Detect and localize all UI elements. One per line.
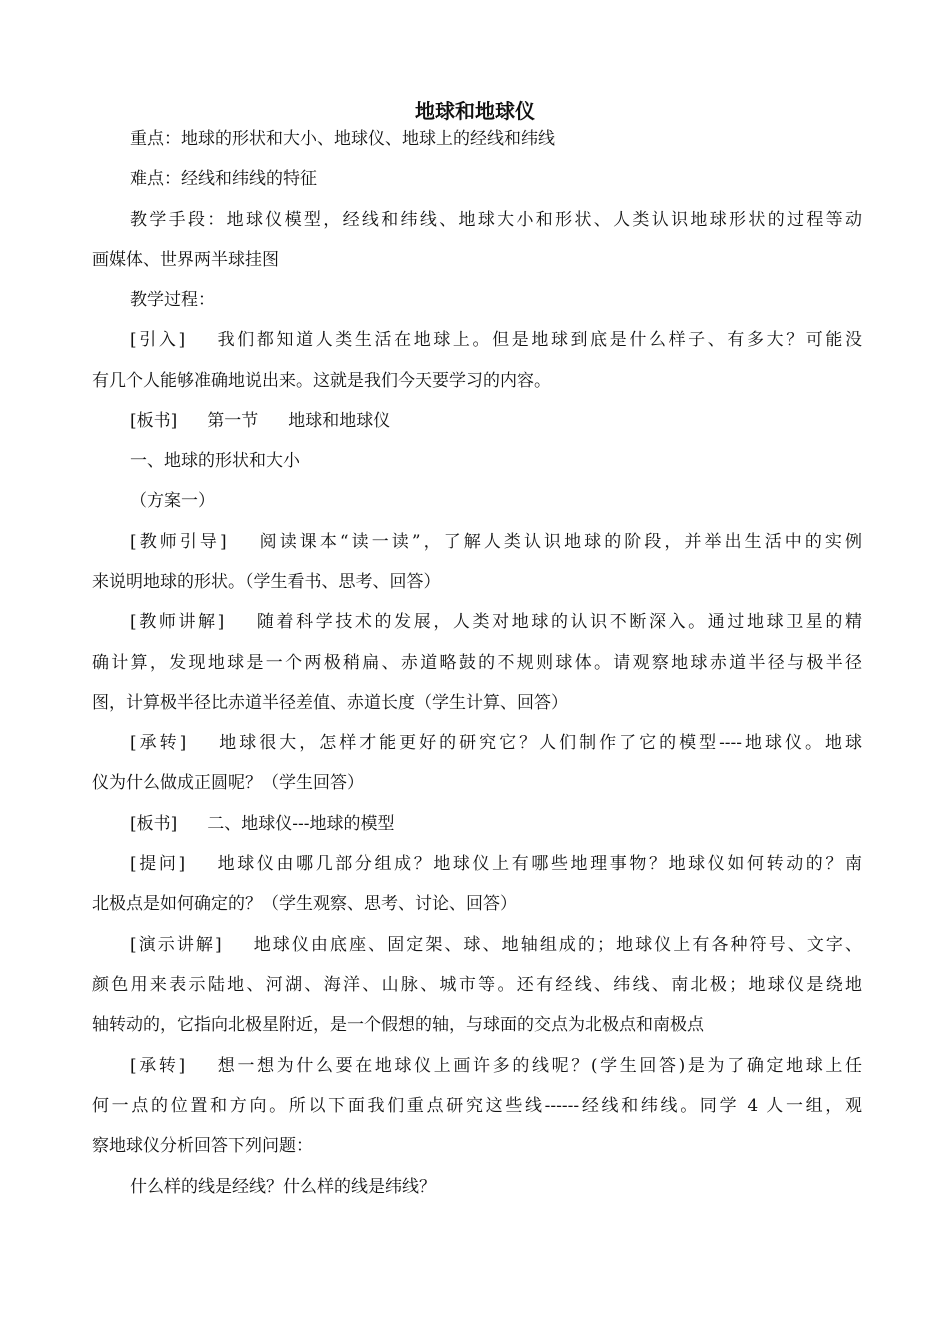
teacher-explain-line-1 (130, 609, 862, 635)
teacher-guide-text: 阅读课本“读一读”，了解人类认识地球的阶段，并举出生活中的实例 (256, 532, 862, 552)
board-note-2-text: 二、地球仪---地球的模型 (207, 814, 395, 834)
difficulty-line: 难点：经线和纬线的特征 (130, 169, 317, 189)
key-points-line: 重点：地球的形状和大小、地球仪、地球上的经线和纬线 (130, 129, 555, 149)
demo-explain-line-1 (130, 932, 862, 958)
question-tag: [提问] (130, 854, 186, 874)
transition-2-line-2: 何一点的位置和方向。所以下面我们重点研究这些线------经线和纬线。同学 4 人一组，观 (92, 1096, 862, 1116)
question-text: 地球仪由哪几部分组成？地球仪上有哪些地理事物？地球仪如何转动的？南 (215, 854, 862, 874)
intro-paragraph-line-1 (130, 327, 862, 353)
board-section-title: 地球和地球仪 (288, 411, 391, 431)
transition-2-text: 想一想为什么要在地球仪上画许多的线呢？(学生回答)是为了确定地球上任 (215, 1056, 863, 1076)
transition-1-line-2: 仪为什么做成正圆呢？（学生回答） (92, 773, 364, 793)
demo-explain-line-3: 轴转动的，它指向北极星附近，是一个假想的轴，与球面的交点为北极点和南极点 (92, 1015, 704, 1035)
teaching-process-heading: 教学过程： (130, 290, 215, 310)
question-line-2: 北极点是如何确定的？（学生观察、思考、讨论、回答） (92, 894, 517, 914)
board-note-1 (130, 408, 862, 434)
board-tag-2: [板书] (130, 814, 178, 834)
transition-2-line-3: 察地球仪分析回答下列问题： (92, 1136, 313, 1156)
transition-1-text: 地球很大，怎样才能更好的研究它？人们制作了它的模型----地球仪。地球 (216, 733, 862, 753)
teacher-explain-line-2: 确计算，发现地球是一个两极稍扁、赤道略鼓的不规则球体。请观察地球赤道半径与极半径 (92, 653, 862, 673)
teacher-explain-line-3: 图，计算极半径比赤道半径差值、赤道长度（学生计算、回答） (92, 693, 568, 713)
teacher-explain-tag: [教师讲解] (130, 612, 225, 632)
teacher-guide-line-2: 来说明地球的形状。（学生看书、思考、回答） (92, 572, 441, 592)
transition-1-tag: [承转] (130, 733, 187, 753)
intro-tag: [引入] (130, 330, 186, 350)
teacher-guide-line-1 (130, 529, 862, 555)
transition-2-tag: [承转] (130, 1056, 186, 1076)
plan-label: （方案一） (130, 491, 215, 511)
transition-1-line-1 (130, 730, 862, 756)
demo-explain-line-2: 颜色用来表示陆地、河湖、海洋、山脉、城市等。还有经线、纬线、南北极；地球仪是绕地 (92, 975, 862, 995)
question-line-1 (130, 851, 862, 877)
board-tag: [板书] (130, 411, 178, 431)
demo-explain-text: 地球仪由底座、固定架、球、地轴组成的；地球仪上有各种符号、文字、 (251, 935, 863, 955)
teacher-explain-text: 随着科学技术的发展，人类对地球的认识不断深入。通过地球卫星的精 (254, 612, 863, 632)
intro-paragraph-line-2: 有几个人能够准确地说出来。这就是我们今天要学习的内容。 (92, 371, 551, 391)
intro-text: 我们都知道人类生活在地球上。但是地球到底是什么样子、有多大？可能没 (215, 330, 862, 350)
board-section-number: 第一节 (207, 411, 259, 431)
transition-2-line-1 (130, 1053, 862, 1079)
board-note-2 (130, 811, 862, 837)
teaching-means-line-2: 画媒体、世界两半球挂图 (92, 250, 279, 270)
study-question: 什么样的线是经线？什么样的线是纬线？ (130, 1177, 436, 1197)
section-heading-1: 一、地球的形状和大小 (130, 451, 300, 471)
document-title: 地球和地球仪 (415, 99, 535, 123)
demo-explain-tag: [演示讲解] (130, 935, 222, 955)
teaching-means-line-1: 教学手段：地球仪模型，经线和纬线、地球大小和形状、人类认识地球形状的过程等动 (130, 210, 862, 230)
teacher-guide-tag: [教师引导] (130, 532, 227, 552)
